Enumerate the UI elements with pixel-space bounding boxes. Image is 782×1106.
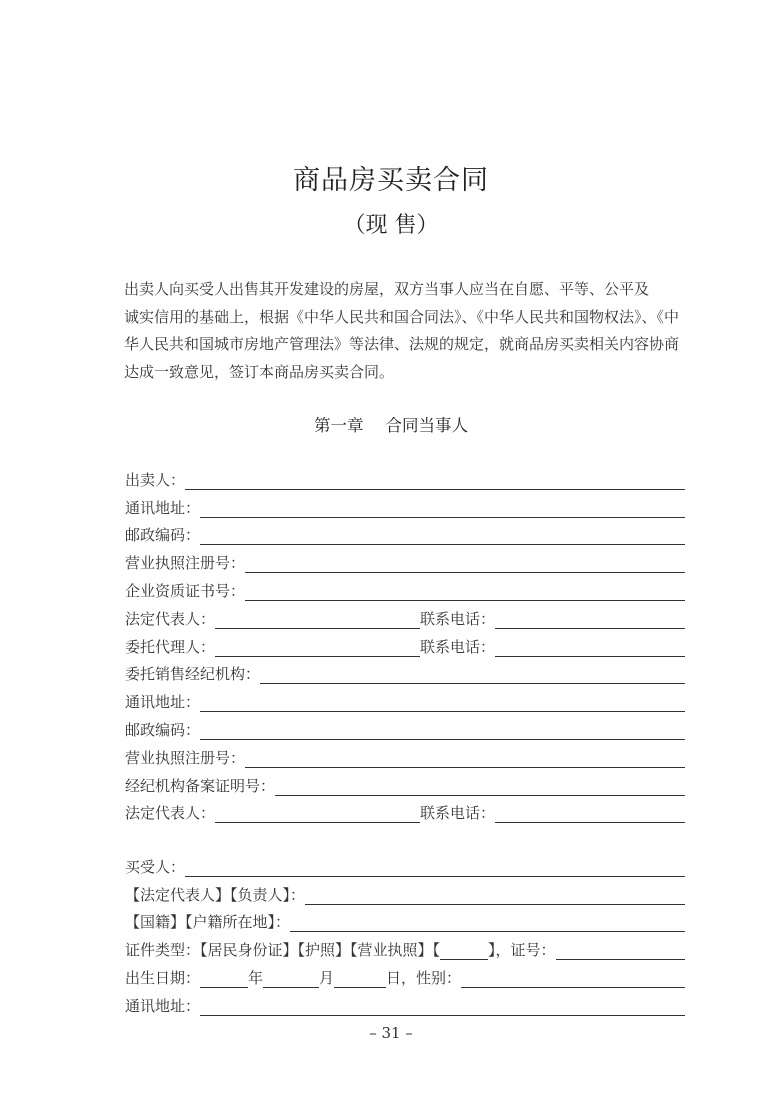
- page-number: – 31 –: [369, 1024, 413, 1042]
- buyer-section: [125, 852, 685, 1019]
- birth-month-line[interactable]: [263, 986, 319, 988]
- agency-legal-rep-row: [125, 799, 685, 827]
- buyer-legal-rep-label: 【法定代表人】【负责人】：: [125, 885, 306, 904]
- agency-address-label: 通讯地址：: [125, 693, 201, 712]
- seller-agent-phone-line[interactable]: [495, 655, 685, 657]
- agency-address-row: [125, 687, 685, 715]
- intro-line: 诚实信用的基础上，根据《中华人民共和国合同法》、《中华人民共和国物权法》、《中: [124, 307, 680, 326]
- seller-agent-phone-label: 联系电话：: [420, 637, 496, 656]
- buyer-id-number-line[interactable]: [556, 958, 685, 960]
- agency-legal-rep-label: 法定代表人：: [125, 804, 216, 823]
- agency-postcode-line[interactable]: [200, 738, 685, 740]
- seller-phone-line[interactable]: [495, 627, 685, 629]
- chapter-number: 第一章: [314, 416, 364, 435]
- seller-agent-label: 委托代理人：: [125, 637, 216, 656]
- buyer-id-type-label: 证件类型：【居民身份证】【护照】【营业执照】【: [125, 941, 441, 960]
- seller-qualification-label: 企业资质证书号：: [125, 581, 246, 600]
- agency-license-row: [125, 743, 685, 771]
- seller-legal-rep-label: 法定代表人：: [125, 609, 216, 628]
- chapter-title: 合同当事人: [385, 416, 468, 435]
- sales-agency-line[interactable]: [260, 682, 685, 684]
- seller-license-line[interactable]: [245, 571, 685, 573]
- intro-line: 达成一致意见，签订本商品房买卖合同。: [124, 362, 395, 381]
- intro-paragraph: [124, 276, 699, 386]
- sales-agency-label: 委托销售经纪机构：: [125, 665, 261, 684]
- seller-postcode-label: 邮政编码：: [125, 526, 201, 545]
- seller-line[interactable]: [185, 488, 685, 490]
- seller-postcode-line[interactable]: [200, 543, 685, 545]
- seller-qualification-row: [125, 576, 685, 604]
- agency-phone-label: 联系电话：: [420, 804, 496, 823]
- agency-legal-rep-line[interactable]: [215, 821, 420, 823]
- buyer-nationality-label: 【国籍】【户籍所在地】：: [125, 913, 291, 932]
- agency-record-row: [125, 771, 685, 799]
- buyer-nationality-line[interactable]: [290, 930, 685, 932]
- seller-qualification-line[interactable]: [245, 599, 685, 601]
- buyer-address-line[interactable]: [200, 1014, 685, 1016]
- chapter-heading: [0, 412, 782, 436]
- buyer-gender-line[interactable]: [461, 986, 685, 988]
- seller-legal-rep-line[interactable]: [215, 627, 420, 629]
- buyer-legal-rep-row: [125, 880, 685, 908]
- buyer-address-label: 通讯地址：: [125, 996, 201, 1015]
- buyer-id-other-line[interactable]: [440, 958, 488, 960]
- buyer-address-row: [125, 991, 685, 1019]
- intro-line: 出卖人向买受人出售其开发建设的房屋，双方当事人应当在自愿、平等、公平及: [124, 280, 650, 298]
- seller-phone-label: 联系电话：: [420, 609, 496, 628]
- agency-record-line[interactable]: [275, 794, 685, 796]
- buyer-nationality-row: [125, 908, 685, 936]
- seller-label: 出卖人：: [125, 470, 186, 489]
- seller-address-line[interactable]: [200, 516, 685, 518]
- buyer-birth-row: [125, 963, 685, 991]
- sales-agency-row: [125, 660, 685, 688]
- document-title: 商品房买卖合同: [293, 165, 489, 196]
- seller-row: [125, 465, 685, 493]
- buyer-line[interactable]: [185, 875, 685, 877]
- seller-license-label: 营业执照注册号：: [125, 554, 246, 573]
- buyer-legal-rep-line[interactable]: [305, 903, 685, 905]
- agency-postcode-row: [125, 715, 685, 743]
- buyer-birth-label: 出生日期：: [125, 968, 201, 987]
- seller-section: [125, 465, 685, 826]
- agency-record-label: 经纪机构备案证明号：: [125, 776, 276, 795]
- agency-postcode-label: 邮政编码：: [125, 720, 201, 739]
- intro-line: 华人民共和国城市房地产管理法》等法律、法规的规定，就商品房买卖相关内容协商: [124, 335, 680, 353]
- seller-agent-line[interactable]: [215, 655, 420, 657]
- seller-legal-rep-row: [125, 604, 685, 632]
- buyer-id-number-label: 】，证号：: [488, 941, 556, 960]
- seller-license-row: [125, 548, 685, 576]
- buyer-label: 买受人：: [125, 857, 186, 876]
- agency-phone-line[interactable]: [495, 821, 685, 823]
- agency-license-line[interactable]: [245, 766, 685, 768]
- birth-day-line[interactable]: [334, 986, 386, 988]
- agency-license-label: 营业执照注册号：: [125, 748, 246, 767]
- document-subtitle: （现 售）: [343, 213, 439, 238]
- birth-year-label: 年: [248, 968, 264, 987]
- buyer-id-row: [125, 935, 685, 963]
- birth-year-line[interactable]: [200, 986, 248, 988]
- birth-day-gender-label: 日，性别：: [386, 968, 462, 987]
- seller-postcode-row: [125, 521, 685, 549]
- buyer-row: [125, 852, 685, 880]
- seller-address-row: [125, 493, 685, 521]
- agency-address-line[interactable]: [200, 710, 685, 712]
- seller-address-label: 通讯地址：: [125, 498, 201, 517]
- birth-month-label: 月: [319, 968, 335, 987]
- seller-agent-row: [125, 632, 685, 660]
